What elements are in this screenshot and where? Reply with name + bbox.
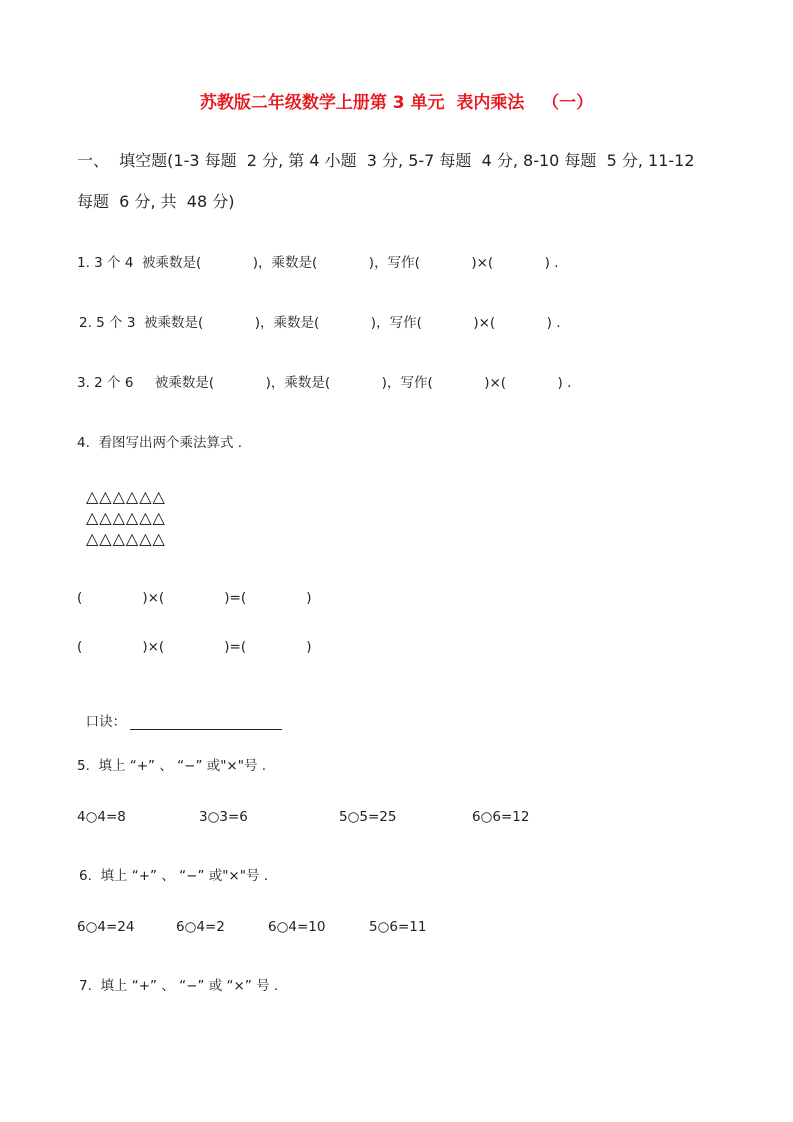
question-6: 6. 填上 “+” 、 “−” 或"×"号 . [79,868,269,884]
q5-item: 4○4=8 [77,809,126,825]
koujue-answer-blank [130,715,282,730]
koujue-line [77,694,282,730]
page-title: 苏教版二年级数学上册第 3 单元 表内乘法 （一） [199,93,594,113]
question-3: 3. 2 个 6 被乘数是( )，乘数是( )，写作( )×( ) . [77,375,572,391]
q5-item: 5○5=25 [339,809,397,825]
triangle-row: △△△△△△ [86,487,166,506]
question-1: 1. 3 个 4 被乘数是( )，乘数是( )，写作( )×( ) . [77,255,559,271]
koujue-label: 口诀： [85,714,127,730]
section-heading-line1: 一、 填空题(1-3 每题 2 分, 第 4 小题 3 分, 5-7 每题 4 分, 8-10 每题 5 分, 11-12 [77,151,695,170]
question-2: 2. 5 个 3 被乘数是( )，乘数是( )，写作( )×( ) . [79,315,561,331]
question-5: 5. 填上 “+” 、 “−” 或"×"号 . [77,758,267,774]
q5-item: 6○6=12 [472,809,530,825]
q6-item: 6○4=2 [176,919,225,935]
section-heading-line2: 每题 6 分, 共 48 分) [77,192,235,211]
question-4: 4. 看图写出两个乘法算式 . [77,435,243,451]
question-7: 7. 填上 “+” 、 “−” 或 “×” 号 . [79,978,279,994]
triangle-row: △△△△△△ [86,529,166,548]
triangle-row: △△△△△△ [86,508,166,527]
q6-item: 6○4=10 [268,919,326,935]
q6-item: 6○4=24 [77,919,135,935]
q5-item: 3○3=6 [199,809,248,825]
q6-item: 5○6=11 [369,919,427,935]
equation-blank-2: ( )×( )=( ) [77,639,312,655]
equation-blank-1: ( )×( )=( ) [77,590,312,606]
